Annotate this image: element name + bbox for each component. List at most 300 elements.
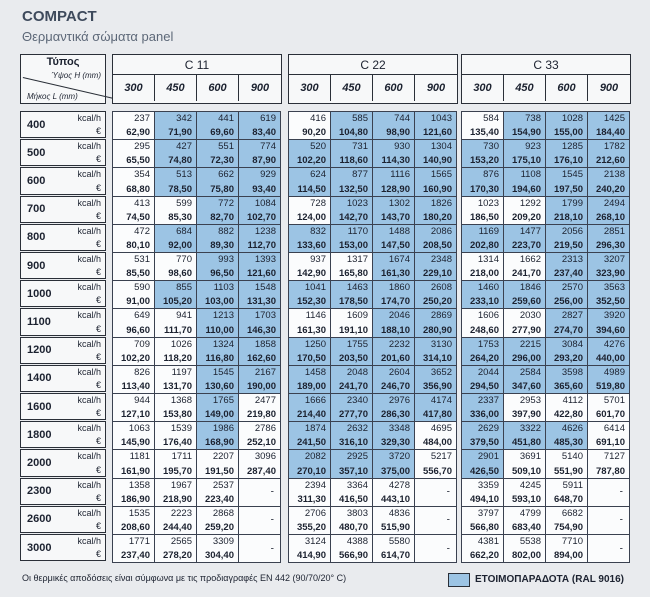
table-cell <box>155 338 197 366</box>
table-cell <box>113 507 155 535</box>
kcal-value: 2629 <box>477 423 499 435</box>
table-cell <box>197 450 239 478</box>
kcal-value: 3322 <box>519 423 541 435</box>
price-value: 162,60 <box>246 352 276 364</box>
table-cell <box>462 366 504 394</box>
table-cell <box>462 394 504 422</box>
kcal-value: 772 <box>218 197 234 209</box>
price-value: 451,80 <box>511 437 541 449</box>
price-value: 336,00 <box>469 409 499 421</box>
table-cell <box>373 422 415 450</box>
price-value: 218,10 <box>553 211 583 223</box>
price-value: 202,80 <box>469 239 499 251</box>
kcal-value: 923 <box>525 141 541 153</box>
kcal-value: 1041 <box>304 282 326 294</box>
table-cell <box>331 394 373 422</box>
price-value: 154,90 <box>511 127 541 139</box>
length-value: 600 <box>27 174 46 187</box>
height-header: 300 <box>462 75 504 101</box>
table-cell <box>415 253 457 281</box>
kcal-value: 1662 <box>519 254 541 265</box>
kcal-value: 1539 <box>170 423 192 435</box>
price-value: 201,60 <box>380 352 410 364</box>
price-value: 176,40 <box>162 437 192 449</box>
kcal-value: 1023 <box>477 197 499 209</box>
price-value: 83,40 <box>252 127 276 139</box>
price-value: 259,60 <box>511 296 541 308</box>
height-header: 450 <box>504 75 546 101</box>
kcal-value: 3348 <box>388 423 410 435</box>
price-value: 365,60 <box>553 380 583 392</box>
price-value: 168,90 <box>204 437 234 449</box>
table-cell <box>588 507 630 535</box>
kcal-value: 1116 <box>390 169 410 181</box>
price-value: 270,10 <box>296 465 326 477</box>
kcal-unit: kcal/h <box>77 536 101 546</box>
length-value: 1200 <box>27 344 52 357</box>
table-cell <box>462 450 504 478</box>
kcal-value: 5140 <box>561 451 583 463</box>
table-cell <box>504 450 546 478</box>
kcal-value: 1548 <box>254 282 276 294</box>
page-title: COMPACT <box>22 8 97 25</box>
kcal-value: 2394 <box>304 479 326 491</box>
table-cell <box>331 479 373 507</box>
empty-dash: - <box>619 543 623 555</box>
table-cell <box>331 422 373 450</box>
table-cell <box>462 338 504 366</box>
table-cell <box>289 225 331 253</box>
price-value: 71,90 <box>168 127 192 139</box>
table-cell <box>155 479 197 507</box>
table-cell <box>373 535 415 563</box>
table-cell <box>331 338 373 366</box>
price-value: 240,20 <box>595 183 625 195</box>
table-cell <box>546 309 588 337</box>
kcal-value: 2167 <box>254 366 276 378</box>
price-value: 208,60 <box>120 521 150 533</box>
kcal-value: 2082 <box>304 451 326 463</box>
price-value: 114,30 <box>381 155 410 167</box>
table-cell <box>373 225 415 253</box>
kcal-value: 2901 <box>477 451 499 463</box>
price-value: 62,90 <box>126 127 150 139</box>
legend-swatch <box>448 573 470 587</box>
kcal-value: 1846 <box>519 282 541 294</box>
price-value: 614,70 <box>380 550 410 562</box>
row-label <box>20 449 106 476</box>
kcal-value: 832 <box>310 225 326 237</box>
kcal-value: 1103 <box>213 282 234 294</box>
kcal-value: 472 <box>134 225 150 237</box>
table-cell <box>588 281 630 309</box>
table-cell <box>289 112 331 140</box>
table-cell <box>239 168 281 196</box>
kcal-value: 590 <box>134 282 150 294</box>
kcal-value: 624 <box>310 169 326 181</box>
euro-unit: € <box>95 323 101 334</box>
price-value: 241,70 <box>511 268 541 280</box>
kcal-value: 2976 <box>388 395 410 406</box>
table-cell <box>504 281 546 309</box>
price-value: 74,80 <box>168 155 192 167</box>
kcal-value: 3207 <box>603 254 625 265</box>
kcal-value: 1463 <box>346 282 368 294</box>
price-value: 294,50 <box>469 380 499 392</box>
price-value: 161,90 <box>120 465 150 477</box>
kcal-unit: kcal/h <box>77 282 101 293</box>
table-cell <box>415 168 457 196</box>
row-label <box>20 478 106 505</box>
empty-dash: - <box>446 514 450 526</box>
price-value: 246,70 <box>380 380 410 392</box>
length-value: 1600 <box>27 400 52 413</box>
price-value: 155,00 <box>553 127 583 139</box>
kcal-value: 237 <box>134 113 150 124</box>
price-value: 104,80 <box>338 127 368 139</box>
price-value: 102,20 <box>296 155 326 167</box>
price-value: 375,00 <box>380 465 410 477</box>
price-value: 208,50 <box>422 239 452 251</box>
table-cell <box>415 422 457 450</box>
kcal-value: 882 <box>218 225 234 237</box>
table-cell <box>462 309 504 337</box>
kcal-value: 2313 <box>561 254 583 265</box>
price-value: 355,20 <box>296 521 326 533</box>
table-cell <box>415 535 457 563</box>
table-cell <box>239 450 281 478</box>
table-cell <box>239 338 281 366</box>
euro-unit: € <box>95 238 101 249</box>
table-cell <box>462 197 504 225</box>
length-value: 900 <box>27 259 46 272</box>
kcal-value: 531 <box>134 254 150 265</box>
price-value: 111,70 <box>163 324 192 336</box>
table-cell <box>504 535 546 563</box>
table-cell <box>373 394 415 422</box>
row-label <box>20 393 106 420</box>
kcal-value: 876 <box>483 169 499 181</box>
table-cell <box>289 366 331 394</box>
price-value: 417,80 <box>422 409 452 421</box>
kcal-value: 1606 <box>477 310 499 322</box>
price-value: 203,50 <box>338 352 368 364</box>
height-header: 900 <box>426 82 446 94</box>
table-cell <box>155 168 197 196</box>
table-cell <box>588 309 630 337</box>
kcal-value: 4112 <box>562 395 583 406</box>
table-cell <box>588 112 630 140</box>
kcal-value: 1317 <box>346 254 368 265</box>
table-cell <box>504 338 546 366</box>
table-cell <box>588 197 630 225</box>
table-cell <box>113 168 155 196</box>
price-value: 74,50 <box>126 211 150 223</box>
row-label <box>20 534 106 561</box>
table-cell <box>504 197 546 225</box>
length-axis-label: Μήκος L (mm) <box>27 92 78 101</box>
kcal-unit: kcal/h <box>77 197 101 208</box>
price-value: 244,40 <box>162 521 192 533</box>
price-value: 443,10 <box>380 493 410 505</box>
price-value: 248,60 <box>469 324 499 336</box>
table-cell <box>331 450 373 478</box>
height-header: 600 <box>197 75 239 101</box>
table-cell <box>415 281 457 309</box>
length-value: 800 <box>27 231 46 244</box>
height-header: 450 <box>155 75 197 101</box>
price-value: 133,60 <box>296 239 326 251</box>
kcal-value: 3920 <box>603 310 625 322</box>
price-value: 894,00 <box>553 550 583 562</box>
kcal-value: 1304 <box>430 141 452 153</box>
kcal-value: 1545 <box>212 366 234 378</box>
length-value: 3000 <box>27 541 52 554</box>
table-cell <box>504 366 546 394</box>
table-cell <box>373 309 415 337</box>
price-value: 130,60 <box>204 380 234 392</box>
price-value: 178,50 <box>338 296 368 308</box>
table-cell <box>197 140 239 168</box>
kcal-value: 3130 <box>430 338 452 350</box>
kcal-value: 738 <box>525 113 541 124</box>
euro-unit: € <box>95 492 101 503</box>
euro-unit: € <box>95 182 101 193</box>
price-value: 85,50 <box>126 268 150 280</box>
price-value: 69,60 <box>210 127 234 139</box>
kcal-value: 2348 <box>430 254 452 265</box>
kcal-value: 1026 <box>170 338 192 350</box>
group-header-2 <box>461 54 631 104</box>
table-cell <box>415 309 457 337</box>
table-cell <box>113 281 155 309</box>
kcal-value: 1368 <box>170 395 192 406</box>
height-header: 300 <box>289 75 331 101</box>
price-value: 593,10 <box>511 493 541 505</box>
table-cell <box>113 225 155 253</box>
table-cell <box>331 197 373 225</box>
table-cell <box>155 281 197 309</box>
price-value: 116,80 <box>205 352 234 364</box>
price-value: 78,50 <box>168 183 192 195</box>
price-value: 65,50 <box>126 155 150 167</box>
kcal-unit: kcal/h <box>77 423 101 434</box>
empty-dash: - <box>446 486 450 498</box>
kcal-value: 1609 <box>346 310 368 322</box>
kcal-value: 1826 <box>430 197 452 209</box>
price-value: 484,00 <box>422 437 452 449</box>
kcal-value: 3598 <box>561 366 583 378</box>
price-value: 80,10 <box>126 239 150 251</box>
table-cell <box>113 197 155 225</box>
table-cell <box>504 253 546 281</box>
table-cell <box>289 197 331 225</box>
table-cell <box>373 281 415 309</box>
table-cell <box>462 535 504 563</box>
row-label <box>20 196 106 223</box>
height-header: 900 <box>250 82 270 94</box>
kcal-value: 3797 <box>477 507 499 519</box>
table-cell <box>155 112 197 140</box>
kcal-value: 1169 <box>478 225 499 237</box>
kcal-value: 1393 <box>254 254 276 265</box>
table-cell <box>546 422 588 450</box>
table-cell <box>462 479 504 507</box>
table-cell <box>546 338 588 366</box>
price-value: 112,70 <box>247 239 276 251</box>
length-value: 1100 <box>27 315 51 328</box>
price-value: 277,90 <box>511 324 541 336</box>
row-label <box>20 365 106 392</box>
price-value: 180,20 <box>422 211 452 223</box>
price-value: 153,00 <box>338 239 368 251</box>
table-cell <box>504 422 546 450</box>
table-cell <box>546 366 588 394</box>
table-cell <box>504 479 546 507</box>
kcal-value: 944 <box>134 395 150 406</box>
price-value: 440,00 <box>595 352 625 364</box>
price-value: 153,80 <box>162 409 192 421</box>
table-cell <box>373 197 415 225</box>
table-cell <box>588 450 630 478</box>
price-value: 68,80 <box>126 183 150 195</box>
kcal-value: 826 <box>134 366 150 378</box>
price-value: 102,70 <box>246 211 276 223</box>
price-value: 170,30 <box>469 183 499 195</box>
euro-unit: € <box>95 295 101 306</box>
price-value: 165,80 <box>338 268 368 280</box>
table-cell <box>113 338 155 366</box>
table-cell <box>415 338 457 366</box>
price-value: 296,00 <box>511 352 541 364</box>
price-value: 212,60 <box>595 155 625 167</box>
table-cell <box>546 507 588 535</box>
price-value: 153,20 <box>469 155 499 167</box>
kcal-value: 1860 <box>388 282 410 294</box>
price-value: 209,20 <box>511 211 541 223</box>
kcal-value: 2584 <box>519 366 541 378</box>
kcal-value: 4276 <box>603 338 625 350</box>
table-cell <box>239 309 281 337</box>
table-cell <box>239 507 281 535</box>
table-cell <box>155 422 197 450</box>
table-cell <box>197 197 239 225</box>
kcal-value: 5580 <box>388 536 410 547</box>
table-cell <box>331 309 373 337</box>
length-value: 400 <box>27 118 46 131</box>
price-value: 264,20 <box>469 352 499 364</box>
price-value: 223,70 <box>511 239 541 251</box>
price-value: 189,00 <box>296 380 326 392</box>
table-cell <box>588 394 630 422</box>
kcal-value: 4799 <box>519 507 541 519</box>
kcal-value: 2232 <box>388 338 410 350</box>
group-header-0 <box>112 54 282 104</box>
kcal-value: 5701 <box>603 395 625 406</box>
table-cell <box>239 366 281 394</box>
table-cell <box>415 479 457 507</box>
kcal-value: 1314 <box>477 254 499 265</box>
kcal-value: 1477 <box>519 225 541 237</box>
row-label <box>20 421 106 448</box>
kcal-value: 1063 <box>128 423 150 435</box>
table-cell <box>197 338 239 366</box>
kcal-value: 4174 <box>430 395 452 406</box>
price-value: 135,40 <box>469 127 499 139</box>
price-value: 161,30 <box>380 268 410 280</box>
kcal-value: 2868 <box>212 507 234 519</box>
table-cell <box>462 507 504 535</box>
price-value: 121,60 <box>246 268 276 280</box>
kcal-value: 1181 <box>129 451 150 463</box>
price-value: 184,40 <box>595 127 625 139</box>
table-cell <box>113 535 155 563</box>
table-cell <box>373 168 415 196</box>
table-cell <box>197 422 239 450</box>
table-cell <box>546 281 588 309</box>
kcal-value: 4245 <box>519 479 541 491</box>
kcal-value: 877 <box>352 169 368 181</box>
kcal-value: 7127 <box>603 451 625 463</box>
kcal-unit: kcal/h <box>77 254 101 264</box>
price-value: 316,10 <box>338 437 368 449</box>
price-value: 176,10 <box>553 155 583 167</box>
kcal-value: 1986 <box>212 423 234 435</box>
price-value: 118,20 <box>163 352 192 364</box>
table-cell <box>155 394 197 422</box>
table-cell <box>331 507 373 535</box>
table-cell <box>546 225 588 253</box>
row-label <box>20 506 106 533</box>
price-value: 379,50 <box>469 437 499 449</box>
type-header-box <box>20 54 106 104</box>
table-cell <box>289 450 331 478</box>
euro-unit: € <box>95 408 101 419</box>
table-cell <box>504 168 546 196</box>
table-cell <box>588 366 630 394</box>
kcal-value: 2953 <box>519 395 541 406</box>
length-value: 1800 <box>27 428 52 441</box>
kcal-value: 1043 <box>430 113 452 124</box>
table-cell <box>239 479 281 507</box>
price-value: 252,10 <box>246 437 276 449</box>
kcal-value: 1460 <box>477 282 499 294</box>
price-value: 485,30 <box>553 437 583 449</box>
price-value: 98,60 <box>168 268 192 280</box>
price-value: 323,90 <box>595 268 625 280</box>
euro-unit: € <box>95 126 101 137</box>
kcal-value: 684 <box>176 225 192 237</box>
table-cell <box>113 479 155 507</box>
price-value: 426,50 <box>469 465 499 477</box>
table-cell <box>289 309 331 337</box>
kcal-value: 1302 <box>388 197 410 209</box>
table-cell <box>504 112 546 140</box>
price-value: 127,10 <box>120 409 150 421</box>
kcal-value: 1023 <box>346 197 368 209</box>
kcal-value: 2494 <box>603 197 625 209</box>
table-cell <box>462 422 504 450</box>
kcal-value: 2207 <box>212 451 234 463</box>
table-cell <box>546 535 588 563</box>
row-label <box>20 224 106 251</box>
price-value: 82,70 <box>210 211 234 223</box>
length-value: 1400 <box>27 372 52 385</box>
table-cell <box>415 507 457 535</box>
price-value: 102,20 <box>120 352 150 364</box>
row-label <box>20 280 106 307</box>
price-value: 296,30 <box>595 239 625 251</box>
